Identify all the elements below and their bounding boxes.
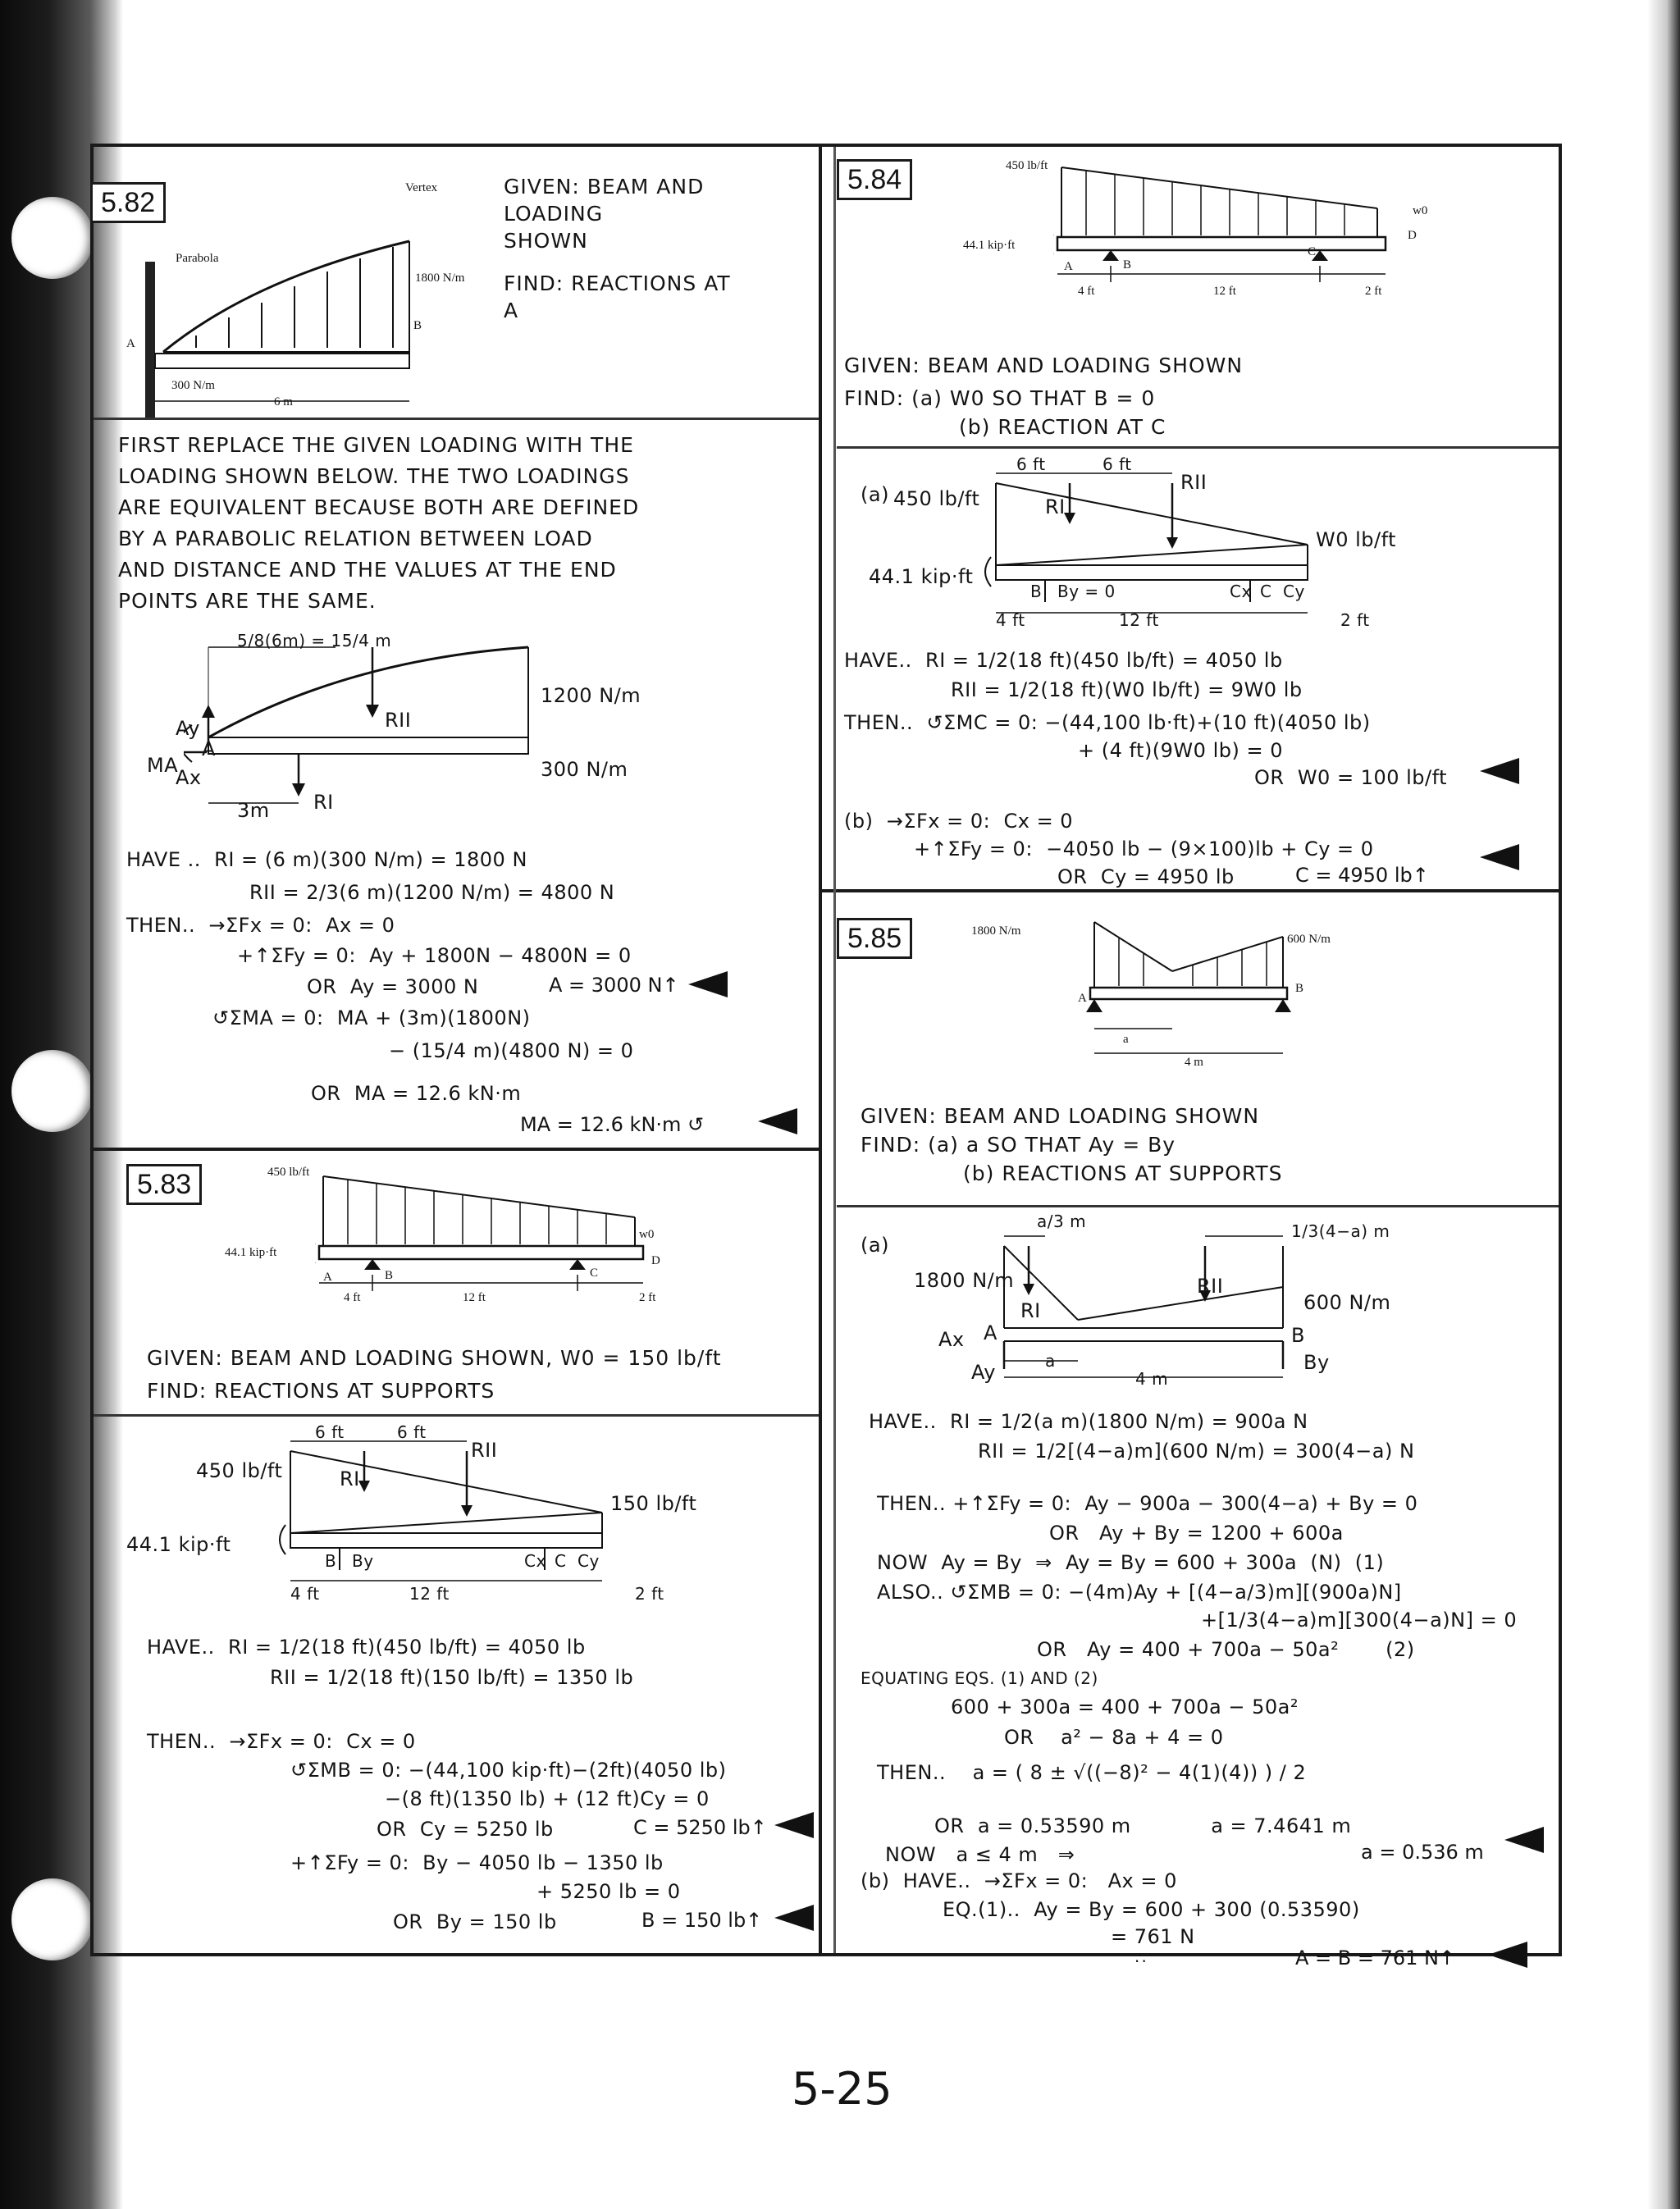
answer-ab-585: A = B = 761 N↑ — [1295, 1947, 1456, 1969]
fbd-w2: W0 lb/ft — [1316, 528, 1397, 551]
fig-label-w0: w0 — [1413, 204, 1428, 217]
fbd-w2: 600 N/m — [1303, 1291, 1391, 1314]
b4-585: ∴ — [1135, 1948, 1147, 1968]
fig-label-a: A — [126, 337, 135, 350]
fig-label-d2: 12 ft — [463, 1291, 486, 1304]
part-b-584: (b) →ΣFx = 0: Cx = 0 — [844, 810, 1074, 833]
fig-label-dim-a: a — [1123, 1033, 1129, 1046]
then2-585: OR Ay + By = 1200 + 600a — [1049, 1522, 1344, 1545]
fig-label-load: 450 lb/ft — [267, 1166, 310, 1179]
rule — [837, 446, 1559, 449]
fbd-s2: 4 m — [1135, 1369, 1169, 1389]
fig-label-b: B — [1123, 258, 1132, 272]
fbd-w-bot: 300 N/m — [541, 758, 628, 781]
rule — [94, 418, 819, 420]
fig-label-span: 4 m — [1185, 1056, 1203, 1069]
fig-label-load-right: 1800 N/m — [415, 272, 465, 285]
fbd-w1: 450 lb/ft — [196, 1459, 283, 1482]
fig-label-moment: 44.1 kip·ft — [225, 1246, 277, 1259]
fbd-ay: Ay — [176, 717, 200, 740]
given-584: GIVEN: BEAM AND LOADING SHOWN — [844, 354, 1244, 377]
fbd-s3: 2 ft — [635, 1584, 664, 1604]
fbd-b: B — [1030, 582, 1043, 601]
section-divider — [94, 1148, 822, 1151]
problem-number-584: 5.84 — [837, 159, 912, 200]
then10-585: THEN.. a = ( 8 ± √((−8)² − 4(1)(4)) ) / 2 — [877, 1761, 1307, 1784]
have1-584: HAVE.. RI = 1/2(18 ft)(450 lb/ft) = 4050 lb — [844, 649, 1283, 672]
fig-label-load: 450 lb/ft — [1006, 159, 1048, 172]
rule — [94, 1414, 819, 1417]
fbd-by: By — [1303, 1351, 1330, 1374]
fbd-r2: RII — [385, 709, 412, 732]
fig-label-d3: 2 ft — [639, 1291, 656, 1304]
fbd-c: C — [555, 1551, 567, 1571]
fbd-ax: Ax — [938, 1328, 965, 1351]
column-divider-inner — [833, 147, 836, 1953]
answer-a-585: a = 0.536 m — [1361, 1841, 1484, 1864]
fig-label-a: A — [323, 1271, 332, 1284]
fig-label-w0: w0 — [639, 1228, 655, 1241]
fbd-ma: MA — [147, 754, 179, 777]
fbd-ay: Ay — [971, 1361, 996, 1384]
fig-label-d1: 4 ft — [344, 1291, 361, 1304]
punch-hole — [11, 1878, 94, 1960]
fbd-w2: 150 lb/ft — [610, 1492, 697, 1515]
fbd-w1: 450 lb/ft — [893, 487, 980, 510]
fig-label-b: B — [385, 1269, 394, 1282]
find-b-585: (b) REACTIONS AT SUPPORTS — [963, 1162, 1283, 1185]
then2-582: +↑ΣFy = 0: Ay + 1800N − 4800N = 0 — [237, 944, 632, 967]
then7-583: OR By = 150 lb — [393, 1910, 557, 1933]
find-b-584: (b) REACTION AT C — [959, 415, 1166, 439]
then6-585: OR Ay = 400 + 700a − 50a² (2) — [1037, 1638, 1415, 1661]
then3-584: OR W0 = 100 lb/ft — [1254, 766, 1448, 789]
fbd-d2: 6 ft — [397, 1422, 427, 1442]
answer-c-584: C = 4950 lb↑ — [1295, 864, 1429, 887]
fig-label-d3: 2 ft — [1365, 285, 1382, 298]
find-582: FIND: REACTIONS AT A — [504, 272, 731, 322]
fig-label-c: C — [590, 1267, 599, 1280]
then3-585: NOW Ay = By ⇒ Ay = By = 600 + 300a (N) (1) — [877, 1551, 1385, 1574]
fbd-d1: a/3 m — [1037, 1212, 1087, 1231]
then4-585: ALSO.. ↺ΣMB = 0: −(4m)Ay + [(4−a/3)m][(900a)N] — [877, 1581, 1402, 1604]
have1-582: HAVE .. RI = (6 m)(300 N/m) = 1800 N — [126, 848, 527, 871]
answer-arrow-icon — [1504, 1827, 1544, 1853]
rule — [837, 1205, 1559, 1207]
fig-label-vertex: Vertex — [405, 181, 438, 194]
answer-arrow-icon — [1480, 844, 1519, 870]
have2-584: RII = 1/2(18 ft)(W0 lb/ft) = 9W0 lb — [951, 678, 1303, 701]
problem-number-585: 5.85 — [837, 918, 912, 959]
find-585: FIND: (a) a SO THAT Ay = By — [861, 1133, 1176, 1157]
fbd-b: B — [1291, 1324, 1305, 1347]
punch-hole — [11, 1050, 94, 1132]
answer-arrow-icon — [774, 1812, 814, 1838]
fbd-dim-top: 5/8(6m) = 15/4 m — [237, 631, 392, 650]
find-583: FIND: REACTIONS AT SUPPORTS — [147, 1379, 495, 1403]
section-divider — [819, 889, 1559, 892]
part-a-584: (a) — [861, 483, 889, 506]
given-585: GIVEN: BEAM AND LOADING SHOWN — [861, 1104, 1260, 1128]
then5-582: − (15/4 m)(4800 N) = 0 — [389, 1039, 634, 1062]
fig-label-moment: 44.1 kip·ft — [963, 239, 1016, 252]
have2-583: RII = 1/2(18 ft)(150 lb/ft) = 1350 lb — [270, 1666, 634, 1689]
then6-583: + 5250 lb = 0 — [536, 1880, 681, 1903]
problem-number-582: 5.82 — [90, 182, 166, 223]
page-edge — [1647, 0, 1680, 2209]
fbd-r1: RI — [313, 791, 334, 814]
answer-arrow-icon — [1480, 758, 1519, 784]
fbd-w1: 1800 N/m — [914, 1269, 1015, 1292]
answer-arrow-icon — [1488, 1942, 1527, 1968]
given-582: GIVEN: BEAM AND LOADING SHOWN — [504, 175, 705, 253]
fbd-d1: 6 ft — [1016, 454, 1046, 474]
then4-583: OR Cy = 5250 lb — [377, 1818, 554, 1841]
have2-585: RII = 1/2[(4−a)m](600 N/m) = 300(4−a) N — [978, 1440, 1415, 1463]
then2-584: + (4 ft)(9W0 lb) = 0 — [1078, 739, 1283, 762]
column-divider — [819, 147, 822, 1953]
fig-label-c: C — [1308, 245, 1317, 258]
then11-585: OR a = 0.53590 m a = 7.4641 m — [934, 1814, 1352, 1837]
fig-label-b: B — [413, 319, 422, 332]
page-number: 5-25 — [792, 2063, 892, 2115]
fbd-r2: RII — [1180, 471, 1208, 494]
fbd-d2: 6 ft — [1102, 454, 1132, 474]
then8-585: 600 + 300a = 400 + 700a − 50a² — [951, 1696, 1299, 1718]
fbd-s1: 4 ft — [290, 1584, 320, 1604]
fig-label-a: A — [1078, 992, 1087, 1005]
then4-582: ↺ΣMA = 0: MA + (3m)(1800N) — [212, 1006, 531, 1029]
then9-585: OR a² − 8a + 4 = 0 — [1004, 1726, 1224, 1749]
part-a-585: (a) — [861, 1234, 889, 1257]
then7-585: EQUATING EQS. (1) AND (2) — [861, 1668, 1098, 1688]
fbd-b: B — [325, 1551, 337, 1571]
fbd-cx: Cx — [1230, 582, 1252, 601]
fbd-r2: RII — [1197, 1275, 1224, 1298]
b3-584: OR Cy = 4950 lb — [1057, 865, 1235, 888]
fig-label-d: D — [651, 1254, 660, 1267]
then5-583: +↑ΣFy = 0: By − 4050 lb − 1350 lb — [290, 1851, 664, 1874]
answer-arrow-icon — [758, 1108, 797, 1134]
fbd-by: By — [352, 1551, 374, 1571]
then2-583: ↺ΣMB = 0: −(44,100 kip·ft)−(2ft)(4050 lb) — [290, 1759, 727, 1782]
then5-585: +[1/3(4−a)m][300(4−a)N] = 0 — [1201, 1609, 1518, 1632]
find-584: FIND: (a) W0 SO THAT B = 0 — [844, 386, 1156, 410]
fig-label-d1: 4 ft — [1078, 285, 1095, 298]
b2-585: EQ.(1).. Ay = By = 600 + 300 (0.53590) — [943, 1898, 1360, 1921]
fbd-d1: 6 ft — [315, 1422, 345, 1442]
fbd-s1: a — [1045, 1351, 1056, 1371]
figure-584 — [1053, 159, 1406, 323]
fig-label-b: B — [1295, 982, 1304, 995]
explanation-582: FIRST REPLACE THE GIVEN LOADING WITH THE LOADING SHOWN BELOW. THE TWO LOADINGS ARE EQUIVALENT BECAUSE BOTH ARE DEFINED BY A PARABOLIC RELATION BETWEEN LOAD AND DISTANCE AND THE VALUES AT THE END POINTS ARE THE SAME. — [118, 433, 640, 613]
fbd-m: 44.1 kip·ft — [126, 1533, 231, 1556]
fig-label-d2: 12 ft — [1213, 285, 1236, 298]
then1-584: THEN.. ↺ΣMC = 0: −(44,100 lb·ft)+(10 ft)(4050 lb) — [844, 711, 1371, 734]
fig-label-load-left: 300 N/m — [171, 379, 215, 392]
fbd-dim-bottom: 3m — [237, 799, 270, 822]
punch-hole — [11, 197, 94, 279]
fig-label-parabola: Parabola — [176, 252, 219, 265]
fig-label-load-right: 600 N/m — [1287, 933, 1331, 946]
answer-a-582: A = 3000 N↑ — [549, 974, 679, 997]
then12-585: NOW a ≤ 4 m ⇒ — [885, 1843, 1075, 1866]
then1-582: THEN.. →ΣFx = 0: Ax = 0 — [126, 914, 395, 937]
fbd-c: C — [1260, 582, 1272, 601]
fig-label-a: A — [1064, 260, 1073, 273]
fbd-s2: 12 ft — [1119, 610, 1159, 630]
have1-583: HAVE.. RI = 1/2(18 ft)(450 lb/ft) = 4050 lb — [147, 1636, 586, 1659]
fbd-ax: Ax — [176, 766, 202, 789]
fbd-s3: 2 ft — [1340, 610, 1370, 630]
then3-582: OR Ay = 3000 N — [307, 975, 479, 998]
answer-c-583: C = 5250 lb↑ — [633, 1816, 767, 1839]
b3-585: = 761 N — [1111, 1925, 1195, 1948]
fbd-r1: RI — [340, 1467, 360, 1490]
fbd-r1: RI — [1020, 1299, 1041, 1322]
fbd-a: A — [984, 1321, 998, 1344]
fig-label-span: 6 m — [274, 395, 293, 408]
fig-label-d: D — [1408, 229, 1417, 242]
have1-585: HAVE.. RI = 1/2(a m)(1800 N/m) = 900a N — [869, 1410, 1308, 1433]
solution-sheet — [90, 144, 1562, 1969]
then3-583: −(8 ft)(1350 lb) + (12 ft)Cy = 0 — [385, 1787, 710, 1810]
fbd-s2: 12 ft — [409, 1584, 450, 1604]
fbd-cy: Cy — [578, 1551, 600, 1571]
fbd-m: 44.1 kip·ft — [869, 565, 974, 588]
fbd-s1: 4 ft — [996, 610, 1025, 630]
fbd-by: By = 0 — [1057, 582, 1116, 601]
b2-584: +↑ΣFy = 0: −4050 lb − (9×100)lb + Cy = 0 — [914, 838, 1374, 860]
answer-arrow-icon — [774, 1905, 814, 1931]
problem-number-583: 5.83 — [126, 1164, 202, 1205]
then1-583: THEN.. →ΣFx = 0: Cx = 0 — [147, 1730, 416, 1753]
fig-label-load-left: 1800 N/m — [971, 924, 1021, 938]
answer-b-583: B = 150 lb↑ — [641, 1909, 763, 1932]
figure-583 — [315, 1168, 660, 1332]
answer-ma-582: MA = 12.6 kN·m ↺ — [520, 1113, 705, 1136]
fbd-cx: Cx — [524, 1551, 546, 1571]
given-583: GIVEN: BEAM AND LOADING SHOWN, W0 = 150 lb/ft — [147, 1346, 722, 1370]
then6-582: OR MA = 12.6 kN·m — [311, 1082, 522, 1105]
fbd-d2: 1/3(4−a) m — [1291, 1221, 1390, 1241]
fbd-a: A — [202, 737, 216, 760]
fbd-r1: RI — [1045, 495, 1066, 518]
fbd-cy: Cy — [1283, 582, 1305, 601]
part-b-585: (b) HAVE.. →ΣFx = 0: Ax = 0 — [861, 1869, 1177, 1892]
answer-arrow-icon — [688, 971, 728, 997]
then1-585: THEN.. +↑ΣFy = 0: Ay − 900a − 300(4−a) + By = 0 — [877, 1492, 1418, 1515]
fbd-r2: RII — [471, 1439, 498, 1462]
fbd-w-top: 1200 N/m — [541, 684, 641, 707]
have2-582: RII = 2/3(6 m)(1200 N/m) = 4800 N — [249, 881, 615, 904]
